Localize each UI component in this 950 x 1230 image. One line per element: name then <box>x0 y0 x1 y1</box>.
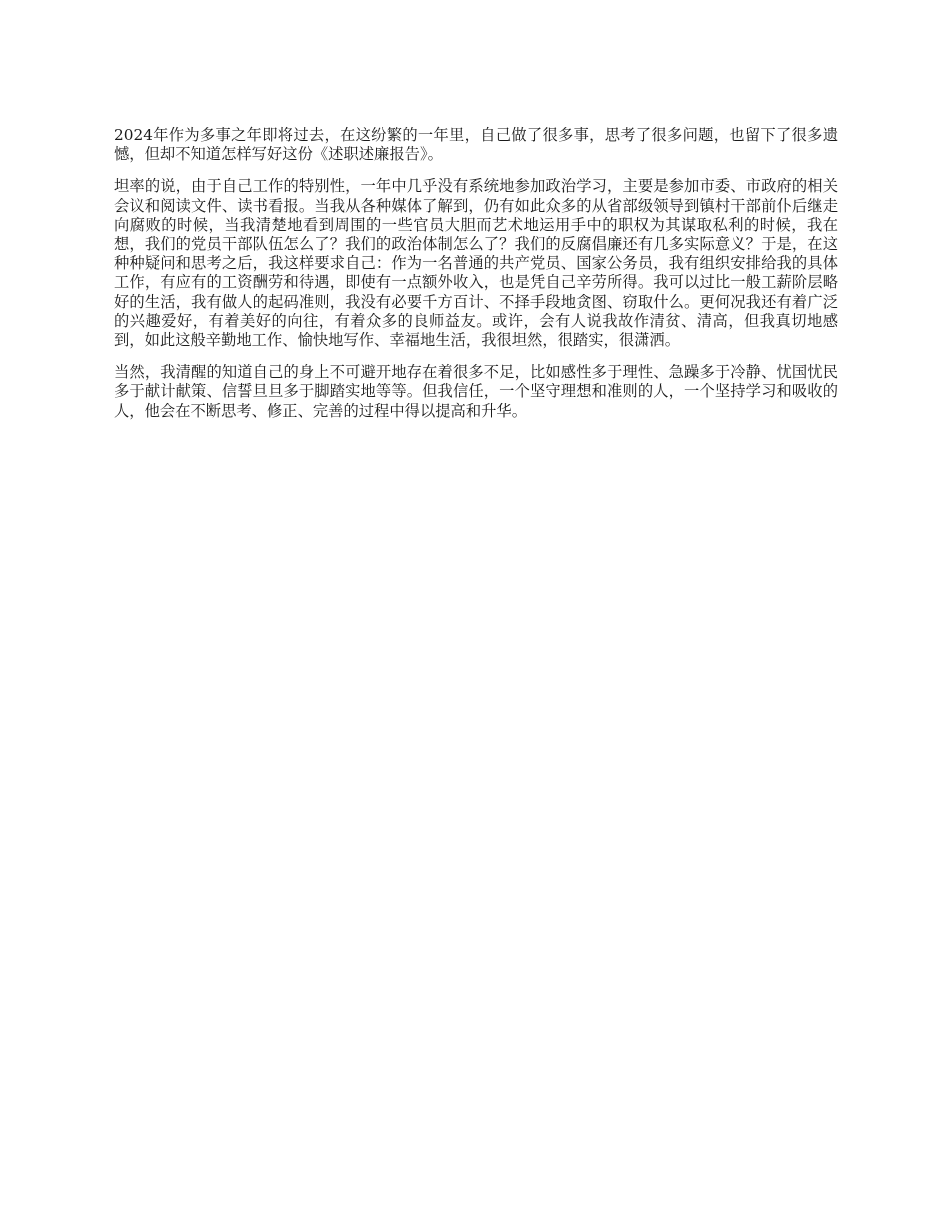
paragraph-reflection: 坦率的说，由于自己工作的特别性，一年中几乎没有系统地参加政治学习，主要是参加市委、市政府的相关会议和阅读文件、读书看报。当我从各种媒体了解到，仍有如此众多的从省部级领导到镇村干部前仆后继走向腐败的时候，当我清楚地看到周围的一些官员大胆而艺术地运用手中的职权为其谋取私利的时候，我在想，我们的党员干部队伍怎么了？我们的政治体制怎么了？我们的反腐倡廉还有几多实际意义？于是，在这种种疑问和思考之后，我这样要求自己：作为一名普通的共产党员、国家公务员，我有组织安排给我的具体工作，有应有的工资酬劳和待遇，即使有一点额外收入，也是凭自己辛劳所得。我可以过比一般工薪阶层略好的生活，我有做人的起码准则，我没有必要千方百计、不择手段地贪图、窃取什么。更何况我还有着广泛的兴趣爱好，有着美好的向往，有着众多的良师益友。或许，会有人说我故作清贫、清高，但我真切地感到，如此这般辛勤地工作、愉快地写作、幸福地生活，我很坦然，很踏实，很潇洒。 <box>114 177 838 350</box>
paragraph-intro: 2024年作为多事之年即将过去，在这纷繁的一年里，自己做了很多事，思考了很多问题，也留下了很多遗憾，但却不知道怎样写好这份《述职述廉报告》。 <box>114 126 838 164</box>
paragraph-conclusion: 当然，我清醒的知道自己的身上不可避开地存在着很多不足，比如感性多于理性、急躁多于冷静、忧国忧民多于献计献策、信誓旦旦多于脚踏实地等等。但我信任，一个坚守理想和准则的人，一个坚持学习和吸收的人，他会在不断思考、修正、完善的过程中得以提高和升华。 <box>114 363 838 420</box>
document-body <box>114 126 838 434</box>
